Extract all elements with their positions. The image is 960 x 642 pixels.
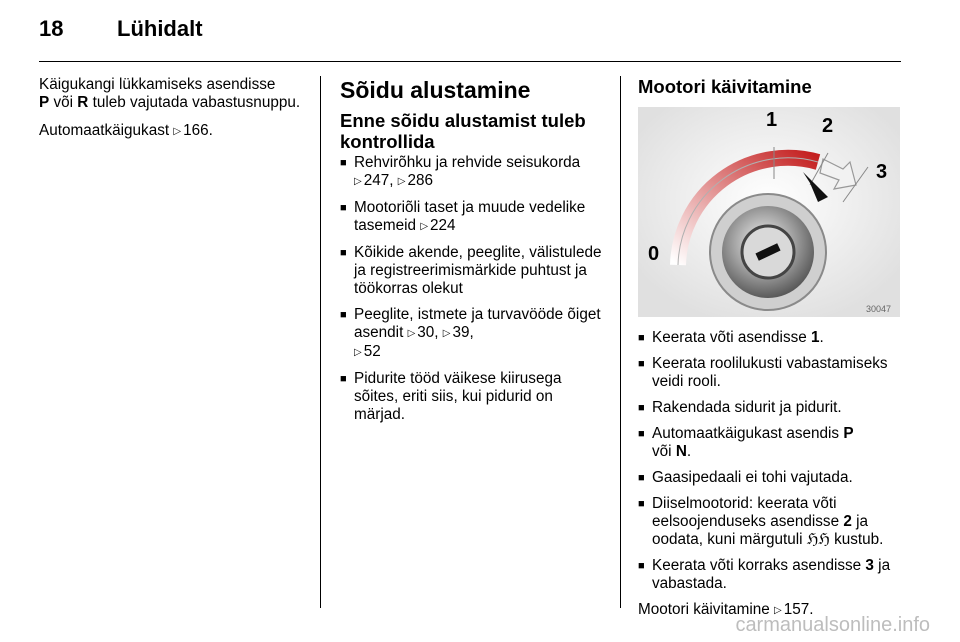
- position-label-3: 3: [876, 161, 888, 183]
- reference-arrow-icon: ▷: [407, 328, 416, 339]
- list-item: ■ Keerata võti asendisse 1.: [638, 329, 902, 347]
- page-section-title: Lühidalt: [117, 16, 203, 41]
- header-rule: [39, 61, 901, 62]
- position-label-1: 1: [766, 109, 778, 131]
- list-item: ■ Gaasipedaali ei tohi vajutada.: [638, 469, 902, 487]
- section-title: Sõidu alustamine: [340, 77, 531, 103]
- page-reference[interactable]: ▷ 166.: [173, 122, 213, 139]
- page-reference[interactable]: ▷ 286: [397, 172, 433, 189]
- reference-arrow-icon: ▷: [354, 347, 362, 358]
- reference-arrow-icon: ▷: [442, 328, 451, 339]
- column-divider-2: [620, 76, 621, 608]
- list-item: ■ Kõikide akende, peeglite, välistulede ja registreerimismärkide puhtust ja töökorras olekut: [340, 244, 606, 298]
- reference-arrow-icon: ▷: [354, 176, 362, 187]
- page-reference[interactable]: ▷ 52: [354, 343, 381, 360]
- column-3: [638, 76, 902, 620]
- list-item: ■ Automaatkäigukast asendis P või N.: [638, 425, 902, 461]
- start-steps: [638, 329, 902, 593]
- watermark: carmanualsonline.info: [735, 614, 930, 636]
- list-item: ■ Rehvirõhku ja rehvide seisukorda ▷ 247, ▷ 286: [340, 154, 606, 191]
- reference-arrow-icon: ▷: [420, 221, 429, 232]
- page-reference[interactable]: ▷ 39,: [442, 324, 474, 341]
- reference-arrow-icon: ▷: [397, 176, 406, 187]
- page-number: 18: [39, 16, 64, 41]
- glow-plug-icon: ℌℌ: [806, 531, 830, 548]
- list-item: ■ Rakendada sidurit ja pidurit.: [638, 399, 902, 417]
- list-item: ■ Keerata roolilukusti vabastamiseks veidi rooli.: [638, 355, 902, 391]
- column-1: [39, 76, 301, 151]
- list-item: ■ Diiselmootorid: keerata võti eelsoojenduseks asendisse 2 ja oodata, kuni märgutuli ℌℌ kustub.: [638, 495, 902, 549]
- page-reference[interactable]: ▷ 30,: [407, 324, 439, 341]
- paragraph-shift-lock: Käigukangi lükkamiseks asendisse P või R tuleb vajutada vabastusnuppu.: [39, 76, 301, 111]
- list-item: ■ Keerata võti korraks asendisse 3 ja vabastada.: [638, 557, 902, 593]
- list-item: ■ Mootoriõli taset ja muude vedelike tasemeid ▷ 224: [340, 199, 606, 236]
- paragraph-automatic-gearbox: Automaatkäigukast ▷ 166.: [39, 122, 213, 139]
- paragraph-engine-start-reference: Mootori käivitamine ▷ 157.: [638, 601, 814, 618]
- column-divider-1: [320, 76, 321, 608]
- column-2: [340, 76, 606, 432]
- list-item: ■ Pidurite tööd väikese kiirusega sõites, eriti siis, kui pidurid on märjad.: [340, 370, 606, 424]
- position-label-2: 2: [822, 115, 834, 137]
- list-item: ■ Peeglite, istmete ja turvavööde õiget asendit ▷ 30, ▷ 39, ▷ 52: [340, 306, 606, 362]
- page-reference[interactable]: ▷ 247,: [354, 172, 394, 189]
- position-label-0: 0: [648, 243, 660, 265]
- section-title-engine-start: Mootori käivitamine: [638, 76, 812, 97]
- checklist: [340, 154, 606, 424]
- ignition-lock-illustration: [638, 107, 900, 317]
- page-reference[interactable]: ▷ 157.: [774, 601, 814, 618]
- figure-code: 30047: [866, 304, 892, 314]
- page-reference[interactable]: ▷ 224: [420, 217, 456, 234]
- reference-arrow-icon: ▷: [774, 605, 782, 616]
- section-subtitle: Enne sõidu alustamist tuleb kontrollida: [340, 110, 586, 152]
- reference-arrow-icon: ▷: [173, 126, 182, 137]
- ignition-key-diagram: [638, 107, 900, 317]
